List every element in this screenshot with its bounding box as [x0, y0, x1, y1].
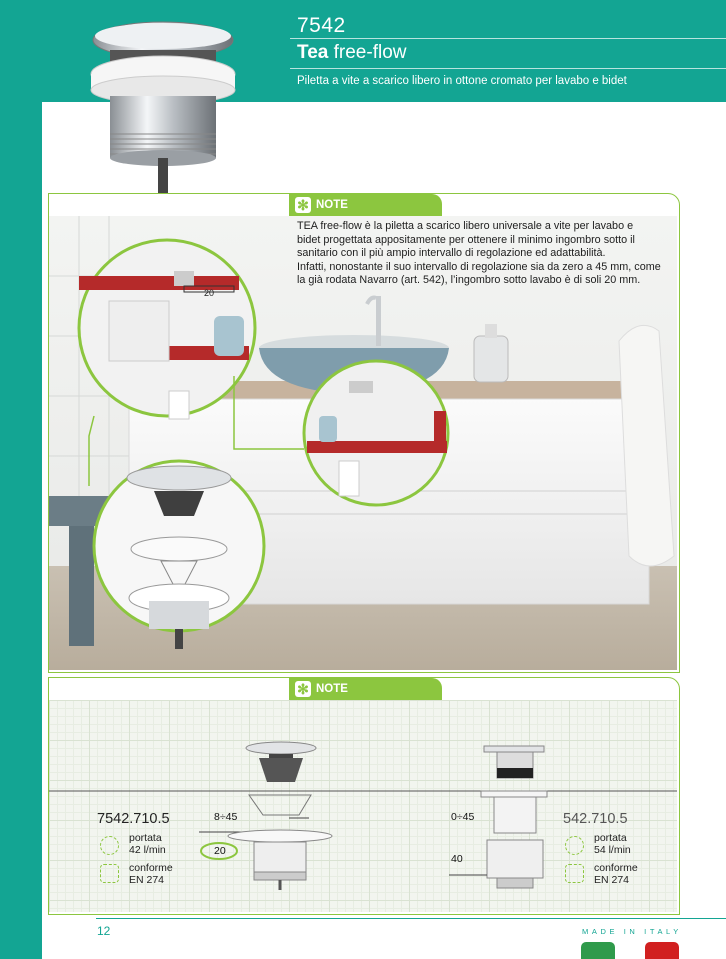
norm-value: EN 274: [129, 874, 165, 886]
depth-dimension: 20: [214, 845, 226, 857]
flag-green-stripe: [581, 942, 615, 959]
note-line: Infatti, nonostante il suo intervallo di regolazione sia da zero a 45 mm, come: [297, 260, 661, 273]
product-image: [88, 18, 238, 198]
footer-rule: [96, 918, 726, 919]
detail-magnifier: [304, 361, 448, 505]
note-label: NOTE: [316, 683, 348, 695]
note-line: la già rodata Navarro (art. 542), l’ingombro sotto lavabo è di soli 20 mm.: [297, 274, 641, 287]
norm-spec: [594, 862, 638, 886]
flow-label: portata: [594, 832, 627, 844]
detail-magnifier: [79, 240, 255, 419]
callout-20: 20: [204, 288, 215, 298]
note-tab: [289, 678, 442, 700]
range-dimension: 8÷45: [214, 811, 238, 823]
asterisk-icon: ✻: [295, 197, 311, 213]
left-color-band: [0, 0, 42, 959]
header-divider: [290, 68, 726, 69]
product-title: [297, 42, 406, 64]
note-text: [297, 220, 677, 288]
asterisk-icon: ✻: [295, 681, 311, 697]
product-subtitle: Piletta a vite a scarico libero in ottone cromato per lavabo e bidet: [297, 75, 627, 87]
norm-spec: [129, 862, 173, 886]
title-light: free-flow: [328, 42, 407, 63]
page-number: 12: [97, 924, 111, 938]
note-line: bidet progettata appositamente per ottenere il minimo ingombro sotto il: [297, 233, 635, 246]
flag-red-stripe: [645, 942, 679, 959]
norm-value: EN 274: [594, 874, 630, 886]
flow-icon: [565, 836, 584, 855]
flow-value: 54 l/min: [594, 844, 631, 856]
product-code: 7542: [297, 14, 346, 37]
flow-spec: [594, 832, 631, 856]
flow-value: 42 l/min: [129, 844, 166, 856]
note-tab: [289, 194, 442, 216]
depth-dimension: 40: [451, 853, 463, 865]
article-code: 7542.710.5: [97, 811, 170, 827]
note-line: sanitario con il più ampio intervallo di regolazione ed adattabilità.: [297, 247, 606, 260]
flow-spec: [129, 832, 166, 856]
header-divider: [290, 38, 726, 39]
norm-icon: [100, 864, 119, 883]
note-line: TEA free-flow è la piletta a scarico libero universale a vite per lavabo e: [297, 220, 634, 232]
note-label: NOTE: [316, 199, 348, 211]
top-band: [0, 0, 726, 10]
flow-icon: [100, 836, 119, 855]
range-dimension: 0÷45: [451, 811, 475, 823]
norm-label: conforme: [129, 862, 173, 874]
made-in-italy-label: MADE IN ITALY: [582, 927, 682, 936]
title-bold: Tea: [297, 42, 329, 63]
norm-label: conforme: [594, 862, 638, 874]
article-code: 542.710.5: [563, 811, 628, 827]
norm-icon: [565, 864, 584, 883]
flow-label: portata: [129, 832, 162, 844]
